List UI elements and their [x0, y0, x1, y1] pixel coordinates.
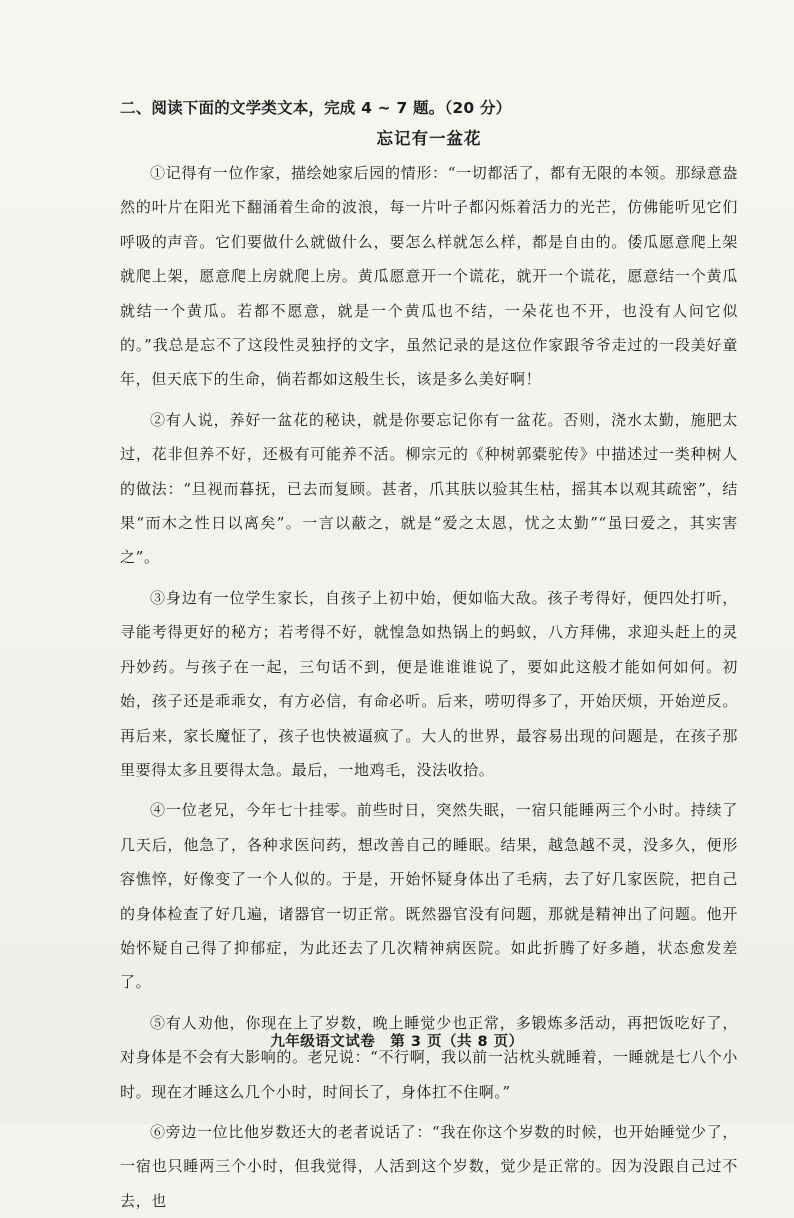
paragraph-3: ③身边有一位学生家长，自孩子上初中始，便如临大敌。孩子考得好，便四处打听，寻能考得更好的秘方；若考得不好，就惶急如热锅上的蚂蚁，八方拜佛，求迎头赶上的灵丹妙药。与孩子在一起，三句话不到，便是谁谁谁说了，要如此这般才能如何如何。初始，孩子还是乖乖女，有方必信，有命必听。后来，唠叨得多了，开始厌烦，开始逆反。再后来，家长魔怔了，孩子也快被逼疯了。大人的世界，最容易出现的问题是，在孩子那里要得太多且要得太急。最后，一地鸡毛，没法收拾。	[120, 588, 738, 779]
article-body	[120, 156, 738, 1218]
article-title: 忘记有一盆花	[376, 129, 482, 148]
page-footer: 九年级语文试卷 第 3 页（共 8 页）	[270, 1034, 524, 1050]
section-heading: 二、阅读下面的文学类文本，完成 4 ~ 7 题。（20 分）	[120, 99, 512, 117]
paragraph-6: ⑥旁边一位比他岁数还大的老者说话了：“我在你这个岁数的时候，也开始睡觉少了，一宿也只睡两三个小时，但我觉得，人活到这个岁数，觉少是正常的。因为没跟自己过不去，也	[120, 1122, 738, 1210]
paragraph-5: ⑤有人劝他，你现在上了岁数，晚上睡觉少也正常，多锻炼多活动，再把饭吃好了，对身体是不会有大影响的。老兄说：“不行啊，我以前一沾枕头就睡着，一睡就是七八个小时。现在才睡这么几个小时，时间长了，身体扛不住啊。”	[120, 1013, 738, 1101]
paragraph-1: ①记得有一位作家，描绘她家后园的情形：“一切都活了，都有无限的本领。那绿意盎然的叶片在阳光下翻涌着生命的波浪，每一片叶子都闪烁着活力的光芒，仿佛能听见它们呼吸的声音。它们要做什么就做什么，要怎么样就怎么样，都是自由的。倭瓜愿意爬上架就爬上架，愿意爬上房就爬上房。黄瓜愿意开一个谎花，就开一个谎花，愿意结一个黄瓜就结一个黄瓜。若都不愿意，就是一个黄瓜也不结，一朵花也不开，也没有人问它似的。”我总是忘不了这段性灵独抒的文字，虽然记录的是这位作家跟爷爷走过的一段美好童年，但天底下的生命，倘若都如这般生长，该是多么美好啊！	[120, 164, 738, 389]
paragraph-2: ②有人说，养好一盆花的秘诀，就是你要忘记你有一盆花。否则，浇水太勤，施肥太过，花非但养不好，还极有可能养不活。柳宗元的《种树郭橐驼传》中描述过一类种树人的做法：“旦视而暮抚，已去而复顾。甚者，爪其肤以验其生枯，摇其本以观其疏密”，结果“而木之性日以离矣”。一言以蔽之，就是“爱之太恩，忧之太勤”“虽曰爱之，其实害之”。	[120, 410, 738, 567]
paragraph-4: ④一位老兄，今年七十挂零。前些时日，突然失眠，一宿只能睡两三个小时。持续了几天后，他急了，各种求医问药，想改善自己的睡眠。结果，越急越不灵，没多久，便形容憔悴，好像变了一个人似的。于是，开始怀疑身体出了毛病，去了好几家医院，把自己的身体检查了好几遍，诸器官一切正常。既然器官没有问题，那就是精神出了问题。他开始怀疑自己得了抑郁症，为此还去了几次精神病医院。如此折腾了好多趟，状态愈发差了。	[120, 801, 738, 992]
